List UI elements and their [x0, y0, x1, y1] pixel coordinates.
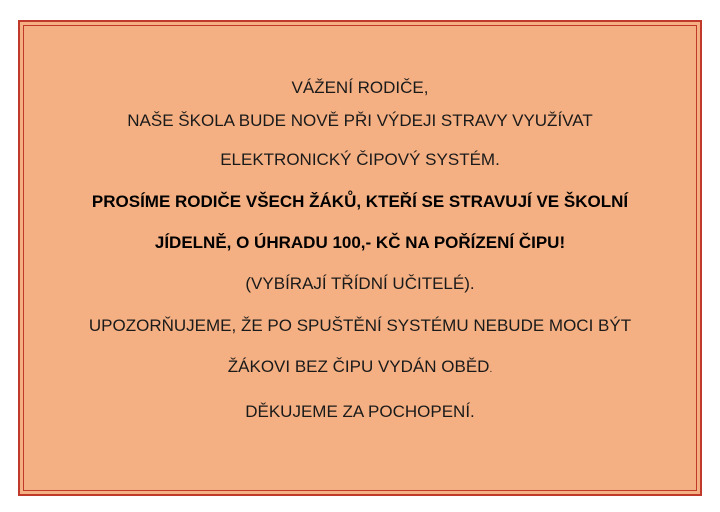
collection-note: (VYBÍRAJÍ TŘÍDNÍ UČITELÉ).: [245, 274, 475, 293]
payment-request-line-1: PROSÍME RODIČE VŠECH ŽÁKŮ, KTEŘÍ SE STRAVUJÍ VE ŠKOLNÍ: [91, 192, 629, 211]
warning-line-2-text: ŽÁKOVI BEZ ČIPU VYDÁN OBĚD: [227, 357, 490, 376]
greeting-line: VÁŽENÍ RODIČE,: [291, 78, 429, 97]
warning-line-2: [20, 357, 700, 380]
notice-card: [18, 20, 702, 496]
warning-line-2-period: .: [489, 364, 493, 375]
announcement-line-1: NAŠE ŠKOLA BUDE NOVĚ PŘI VÝDEJI STRAVY VYUŽÍVAT: [127, 111, 593, 130]
announcement-line-2: ELEKTRONICKÝ ČIPOVÝ SYSTÉM.: [220, 150, 500, 169]
thanks-line: DĚKUJEME ZA POCHOPENÍ.: [245, 402, 475, 421]
payment-request-line-2: JÍDELNĚ, O ÚHRADU 100,- KČ NA POŘÍZENÍ ČIPU!: [154, 233, 566, 252]
warning-line-1: UPOZORŇUJEME, ŽE PO SPUŠTĚNÍ SYSTÉMU NEBUDE MOCI BÝT: [88, 316, 632, 335]
